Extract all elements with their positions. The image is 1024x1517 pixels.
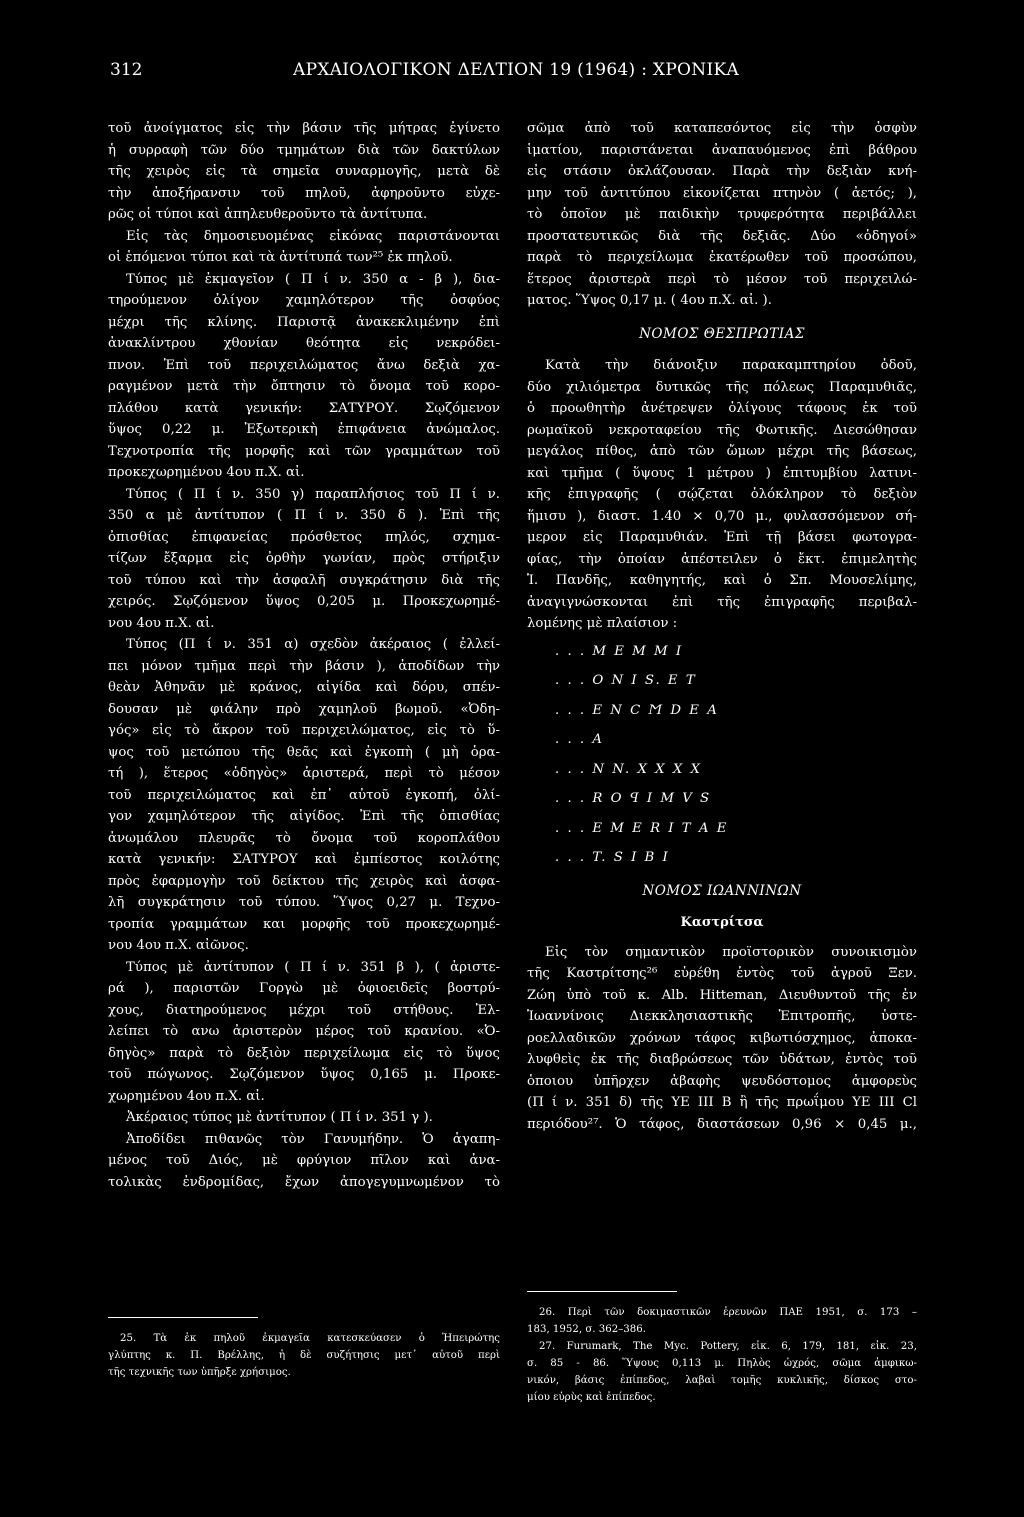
- text-line: Ἰωαννίνοις Διεκκλησιαστικῆς Ἐπιτροπῆς, ὑστε-: [527, 1009, 917, 1024]
- text-line: ἀνωμάλου πλευρᾶς τὸ ὄνομα τοῦ κοροπλάθου: [108, 830, 500, 846]
- inscription-line: . . . N N. X X X X: [555, 761, 703, 777]
- text-line: ματος. Ὕψος 0,17 μ. ( 4ου π.Χ. αἰ. ).: [527, 293, 772, 308]
- footnote-line: 25. Τὰ ἐκ πηλοῦ ἐκμαγεῖα κατεσκεύασεν ὁ Ἠπειρώτης: [120, 1333, 500, 1344]
- text-line: Κατὰ τὴν διάνοιξιν παρακαμπτηρίου ὁδοῦ,: [545, 358, 917, 373]
- footnote-line: νικόν, βάσις ἐπίπεδος, λαβαὶ τομῆς κυκλικῆς, δίσκος στο-: [527, 1375, 917, 1386]
- page-number: 312: [110, 60, 143, 80]
- text-line: νου 4ου π.Χ. αἰῶνος.: [108, 938, 249, 953]
- text-line: πλάθου κατὰ γενικήν: ΣΑΤΥΡΟΥ. Σῳζόμενον: [108, 400, 500, 416]
- text-line: γον χαμηλότερον τῆς αἰγίδος. Ἐπὶ τῆς ὀπισθίας: [108, 809, 500, 824]
- text-line: ψος τοῦ μετώπου τῆς θεᾶς καὶ ἐγκοπὴ ( μὴ ὁρα-: [108, 744, 500, 760]
- text-line: γός» εἰς τὸ ἄκρον τοῦ περιχειλώματος, εἰς τὸ ὕ-: [108, 723, 500, 738]
- text-line: τηρούμενον ὀλίγον χαμηλότερον τῆς ὀσφύος: [108, 293, 500, 308]
- text-line: χους, διατηρούμενος μέχρι τοῦ στήθους. Ἐλ-: [108, 1002, 500, 1018]
- text-line: οἱ ἑπόμενοι τύποι καὶ τὰ ἀντίτυπά των²⁵ ἐκ πηλοῦ.: [108, 250, 453, 265]
- text-line: φίας, τὴν ὁποίαν ἀπέστειλεν ὁ ἔκτ. ἐπιμελητὴς: [527, 551, 917, 567]
- right-footnotes: [527, 1281, 917, 1406]
- text-line: δηγὸς» παρὰ τὸ δεξιὸν περιχείλωμα εἰς τὸ ὕψος: [108, 1045, 500, 1061]
- text-line: τὸ ὁποῖον μὲ παιδικὴν τρυφερότητα περιβάλλει: [527, 207, 917, 222]
- footnote-line: 183, 1952, σ. 362–386.: [527, 1324, 646, 1335]
- text-line: περιόδου²⁷. Ὁ τάφος, διαστάσεων 0,96 × 0,45 μ.,: [527, 1116, 917, 1132]
- text-line: ρά ), παριστῶν Γοργὼ μὲ ὀφιοειδεῖς βοστρύ-: [108, 981, 500, 996]
- running-title: ΑΡΧΑΙΟΛΟΓΙΚΟΝ ΔΕΛΤΙΟΝ 19 (1964) : ΧΡΟΝΙΚΑ: [293, 60, 740, 80]
- text-line: ὁ προωθητὴρ ἀνέτρεψεν ὀλίγους τάφους ἐκ τοῦ: [527, 401, 917, 416]
- text-line: ὀπισθίας ἐπιφανείας πρόσθετος πηλός, σχημα-: [108, 529, 500, 545]
- text-line: προστατευτικῶς διὰ τῆς δεξιᾶς. Δύο «ὁδηγοί»: [527, 228, 917, 244]
- inscription-line: . . . T. S I B I: [555, 850, 670, 865]
- text-line: ὕψος 0,22 μ. Ἐξωτερικὴ ἐπιφάνεια ἀνώμαλος.: [108, 422, 500, 437]
- text-line: καὶ τμῆμα ( ὕψους 1 μέτρου ) ἐπιτυμβίου λατινι-: [527, 465, 917, 481]
- text-line: δύο χιλιόμετρα δυτικῶς τῆς πόλεως Παραμυθιᾶς,: [527, 379, 917, 395]
- text-line: (Π ί ν. 351 δ) τῆς ΥΕ ΙΙΙ Β ἢ τῆς πρωΐμου ΥΕ ΙΙΙ Cl: [527, 1095, 917, 1110]
- text-line: ἱματίου, παριστάνεται ἀναπαυόμενος ἐπὶ βάθρου: [527, 142, 917, 158]
- text-line: Τύπος (Π ί ν. 351 α) σχεδὸν ἀκέραιος ( ἐλλεί-: [126, 637, 500, 652]
- footnote-line: 27. Furumark, The Myc. Pottery, εἰκ. 6, 179, 181, εἰκ. 23,: [539, 1341, 917, 1352]
- text-line: κῆς ἐπιγραφῆς ( σῴζεται ὁλόκληρον τὸ δεξιὸν: [527, 487, 917, 502]
- text-line: τῆς Καστρίτσης²⁶ εὑρέθη ἐντὸς τοῦ ἀγροῦ Ξεν.: [527, 966, 917, 981]
- subheading-kastritsa: Καστρίτσα: [680, 915, 764, 930]
- text-line: τὴν ἀποξήρανσιν τοῦ πηλοῦ, ἀφηροῦντο εὐχε-: [108, 185, 500, 201]
- text-line: λυφθεὶς ἐκ τῆς διαβρώσεως τῶν ὑδάτων, ἐντὸς τοῦ: [527, 1052, 917, 1067]
- text-line: θεὰν Ἀθηνᾶν μὲ κράνος, αἰγίδα καὶ δόρυ, σπέν-: [108, 680, 500, 695]
- section-heading-ioannina: ΝΟΜΟΣ ΙΩΑΝΝΙΝΩΝ: [642, 882, 802, 899]
- text-line: προκεχωρημένου 4ου π.Χ. αἰ.: [108, 465, 305, 480]
- text-line: τοῦ περιχειλώματος καὶ ἐπ᾽ αὐτοῦ ἐγκοπή, ὀλί-: [108, 787, 500, 803]
- text-line: λῆ συγκράτησιν τοῦ τύπου. Ὕψος 0,27 μ. Τεχνο-: [108, 895, 500, 910]
- text-line: μέχρι τῆς κλίνης. Παριστᾷ ἀνακεκλιμένην ἐπὶ: [108, 314, 500, 330]
- text-line: τροπία γραμμάτων και μορφῆς τοῦ προκεχωρημέ-: [108, 916, 500, 932]
- text-line: λείπει τὸ ανω ἀριστερὸν μέρος τοῦ κρανίου. «Ὀ-: [108, 1024, 500, 1039]
- text-line: τοῦ τύπου καὶ τὴν ἀσφαλῆ συγκράτησιν διὰ τῆς: [108, 572, 500, 588]
- text-line: Ἰ. Πανδῆς, καθηγητής, καὶ ὁ Σπ. Μουσελίμης,: [527, 573, 917, 588]
- text-line: 350 α μὲ ἀντίτυπον ( Π ί ν. 350 δ ). Ἐπὶ τῆς: [108, 508, 500, 523]
- text-line: δουσαν μὲ φιάλην πρὸ χαμηλοῦ βωμοῦ. «Ὀδη-: [108, 701, 500, 717]
- inscription-line: . . . R O ꟼ I M V S: [555, 791, 712, 806]
- left-column: [108, 118, 500, 1193]
- text-line: τοῦ ἀνοίγματος εἰς τὴν βάσιν τῆς μήτρας ἐγίνετο: [108, 121, 500, 136]
- text-line: νου 4ου π.Χ. αἰ.: [108, 615, 215, 631]
- text-line: πει μόνον τμῆμα περὶ τὴν βάσιν ), ἀποδίδων τὴν: [108, 658, 500, 674]
- text-line: τοῦ πώγωνος. Σῳζόμενον ὕψος 0,165 μ. Προκε-: [108, 1067, 500, 1082]
- text-line: εἰς στάσιν ὀκλάζουσαν. Παρὰ τὴν δεξιὰν κνή-: [527, 164, 917, 179]
- text-line: ραγμένον μετὰ τὴν ὄπτησιν τὸ ὄνομα τοῦ κορο-: [108, 379, 500, 394]
- text-line: τολικὰς ἐνδρομίδας, ἔχων ἀπογεγυμνωμένον τὸ: [108, 1174, 500, 1190]
- text-line: Τύπος ( Π ί ν. 350 γ) παραπλήσιος τοῦ Π ί ν.: [126, 486, 500, 502]
- text-line: ἥμισυ ), διαστ. 1.40 × 0,70 μ., φυλασσόμενον σή-: [527, 508, 917, 524]
- text-line: ὁποιου ὑπῆρχεν ἀβαφὴς ψευδόστομος ἀμφορεὺς: [527, 1073, 917, 1089]
- footnote-rule: [108, 1317, 258, 1318]
- footnote-line: 26. Περὶ τῶν δοκιμαστικῶν ἐρευνῶν ΠΑΕ 1951, σ. 173 –: [539, 1307, 917, 1318]
- text-line: ροελλαδικῶν χρόνων τάφος κιβωτιόσχημος, ἀποκα-: [527, 1030, 917, 1046]
- section-heading-thesprotia: ΝΟΜΟΣ ΘΕΣΠΡΩΤΙΑΣ: [639, 325, 805, 342]
- text-line: κατὰ γενικήν: ΣΑΤΥΡΟΥ καὶ ἐμπίεστος κοιλότης: [108, 852, 500, 867]
- footnote-rule: [527, 1291, 677, 1292]
- footnote-line: γλύπτης κ. Π. Βρέλλης, ἡ δὲ συζήτησις μετ᾽ αὐτοῦ περὶ: [108, 1350, 500, 1361]
- inscription-line: . . . A: [555, 732, 604, 747]
- text-line: τή ), ἕτερος «ὁδηγὸς» ἀριστερά, περὶ τὸ μέσον: [108, 766, 500, 781]
- inscription-line: . . . E N C Ϻ D E A: [555, 702, 719, 718]
- text-line: Τεχνοτροπία τῆς μορφῆς καὶ τῶν γραμμάτων τοῦ: [108, 443, 500, 459]
- inscription-line: . . . E M E R I T A E: [555, 820, 729, 836]
- text-line: πρὸς ἐφαρμογὴν τοῦ δείκτου τῆς χειρὸς καὶ ἀσφα-: [108, 873, 500, 889]
- text-line: μην τοῦ ἀντιτύπου εἰκονίζεται πτηνὸν ( ἀετός; ),: [527, 185, 917, 201]
- left-footnotes: [108, 1307, 500, 1381]
- text-line: Εἰς τὸν σημαντικὸν προϊστορικὸν συνοικισμὸν: [545, 944, 917, 960]
- text-line: μεγάλος πίθος, ἀπὸ τῶν ὤμων μέχρι τῆς βάσεως,: [527, 444, 917, 459]
- text-line: χωρημένου 4ου π.Χ. αἰ.: [108, 1088, 265, 1104]
- text-line: ρῶς οἱ τύποι καὶ ἀπηλευθεροῦντο τὰ ἀντίτυπα.: [108, 207, 428, 222]
- text-line: Εἰς τὰς δημοσιευομένας εἰκόνας παριστάνονται: [126, 228, 500, 244]
- footnote-line: τῆς τεχνικῆς των ὑπῆρξε χρήσιμος.: [108, 1367, 291, 1378]
- footnote-line: σ. 85 - 86. Ὕψους 0,113 μ. Πηλὸς ὠχρός, σῶμα ἀμφικω-: [527, 1358, 917, 1369]
- text-line: Τύπος μὲ ἐκμαγεῖον ( Π ί ν. 350 α - β ), δια-: [126, 271, 500, 287]
- text-line: Τύπος μὲ ἀντίτυπον ( Π ί ν. 351 β ), ( ἀριστε-: [126, 959, 500, 975]
- text-line: ἀνακλίντρου χθονίαν θεότητα εἰς νεκρόδει-: [108, 336, 500, 351]
- text-line: λομένης μὲ πλαίσιον :: [527, 616, 678, 631]
- inscription-line: . . . O N I S. E T: [555, 673, 697, 688]
- text-line: μερον εἰς Παραμυθιάν. Ἐπὶ τῇ βάσει φωτογρα-: [527, 530, 917, 545]
- page-header: [110, 60, 915, 84]
- text-line: ἕτερος ἀριστερὰ περὶ τὸ μέσον τοῦ περιχειλώ-: [527, 271, 917, 287]
- footnote-line: μίου εὐρὺς καὶ ἐπίπεδος.: [527, 1392, 656, 1403]
- text-line: παρὰ τὸ περιχείλωμα ἑκατέρωθεν τοῦ προσώπου,: [527, 250, 917, 265]
- right-column: [527, 118, 917, 1135]
- text-line: ἀναγιγνώσκονται ἐπὶ τῆς ἐπιγραφῆς περιβαλ-: [527, 594, 917, 610]
- inscription-line: . . . M E M M I: [555, 643, 684, 659]
- text-line: Ζώη ὑπὸ τοῦ κ. Alb. Hitteman, Διευθυντοῦ τῆς ἐν: [527, 987, 917, 1003]
- text-line: Ἀκέραιος τύπος μὲ ἀντίτυπον ( Π ί ν. 351 γ ).: [126, 1110, 433, 1125]
- text-line: ἡ συρραφὴ τῶν δύο τμημάτων διὰ τῶν δακτύλων: [108, 142, 500, 158]
- text-line: Ἀποδίδει πιθανῶς τὸν Γανυμήδην. Ὁ ἀγαπη-: [126, 1131, 500, 1147]
- text-line: σῶμα ἀπὸ τοῦ καταπεσόντος εἰς τὴν ὀσφὺν: [527, 121, 917, 136]
- text-line: τῆς χειρὸς εἰς τὰ σημεῖα συναρμογῆς, μετὰ δὲ: [108, 164, 500, 179]
- text-line: μένος τοῦ Διός, μὲ φρύγιον πῖλον καὶ ἀνα-: [108, 1153, 500, 1168]
- text-line: τίζων ἔξαρμα εἰς ὀρθὴν γωνίαν, πρὸς στήριξιν: [108, 551, 500, 566]
- text-line: πνον. Ἐπὶ τοῦ περιχειλώματος ἄνω δεξιὰ χα-: [108, 357, 500, 373]
- text-line: ρωμαϊκοῦ νεκροταφείου τῆς Φωτικῆς. Διεσώθησαν: [527, 422, 917, 438]
- text-line: χειρός. Σῳζόμενον ὕψος 0,205 μ. Προκεχωρημέ-: [108, 594, 500, 609]
